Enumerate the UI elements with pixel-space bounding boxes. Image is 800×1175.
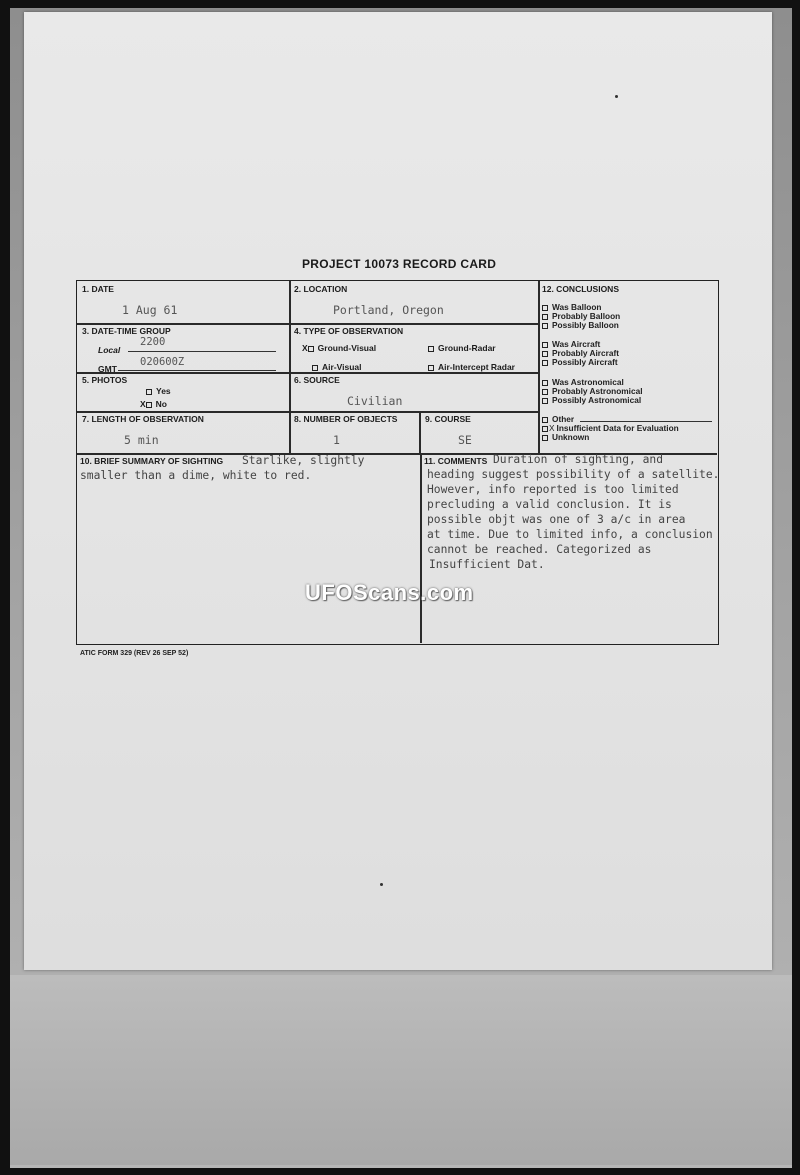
length-value: 5 min: [124, 433, 159, 447]
watermark: UFOScans.com: [305, 580, 474, 605]
checkbox-icon: [146, 389, 152, 395]
location-value: Portland, Oregon: [333, 303, 444, 317]
lower-sheet: [10, 975, 792, 1165]
summary-line: smaller than a dime, white to red.: [80, 469, 312, 482]
source-label: 6. SOURCE: [294, 375, 340, 385]
divider: [77, 372, 539, 374]
checkbox-icon: [428, 346, 434, 352]
checkbox-icon: [542, 426, 548, 432]
comments-line: Duration of sighting, and: [493, 453, 664, 466]
card-title: PROJECT 10073 RECORD CARD: [302, 257, 497, 271]
gmt-value: 020600Z: [140, 356, 185, 368]
checkbox-icon: [428, 365, 434, 371]
checkbox-icon: [542, 380, 548, 386]
course-label: 9. COURSE: [425, 414, 471, 424]
type-label: 4. TYPE OF OBSERVATION: [294, 326, 404, 336]
comments-line: cannot be reached. Categorized as: [427, 543, 652, 556]
comments-line: at time. Due to limited info, a conclusion: [427, 528, 713, 541]
check-mark: X: [140, 399, 146, 409]
date-label: 1. DATE: [82, 284, 114, 294]
location-label: 2. LOCATION: [294, 284, 348, 294]
course-value: SE: [458, 433, 472, 447]
other-underline: [580, 421, 712, 422]
type-air-visual: Air-Visual: [312, 362, 362, 372]
type-air-intercept: Air-Intercept Radar: [428, 362, 515, 372]
check-mark: X: [549, 423, 555, 433]
gmt-label: GMT: [98, 364, 117, 374]
concl-insufficient: X Insufficient Data for Evaluation: [542, 423, 679, 433]
objects-value: 1: [333, 433, 340, 447]
photos-yes: Yes: [146, 386, 171, 396]
concl-was-balloon: Was Balloon: [542, 302, 601, 312]
check-mark: X: [302, 343, 308, 353]
comments-label: 11. COMMENTS: [424, 456, 488, 466]
local-value: 2200: [140, 336, 166, 348]
concl-possibly-astronomical: Possibly Astronomical: [542, 395, 641, 405]
date-value: 1 Aug 61: [122, 303, 178, 317]
summary-label: 10. BRIEF SUMMARY OF SIGHTING: [80, 456, 224, 466]
summary-line: Starlike, slightly: [242, 454, 365, 467]
local-label: Local: [98, 345, 121, 355]
divider: [77, 411, 539, 413]
gmt-underline: [118, 370, 276, 371]
concl-other: Other: [542, 414, 574, 424]
objects-label: 8. NUMBER OF OBJECTS: [294, 414, 398, 424]
checkbox-icon: [308, 346, 314, 352]
length-label: 7. LENGTH OF OBSERVATION: [82, 414, 204, 424]
concl-probably-astronomical: Probably Astronomical: [542, 386, 643, 396]
comments-line: possible objt was one of 3 a/c in area: [427, 513, 686, 526]
comments-line: heading suggest possibility of a satellite.: [427, 468, 720, 481]
comments-line: precluding a valid conclusion. It is: [427, 498, 672, 511]
local-underline: [128, 351, 276, 352]
checkbox-icon: [542, 389, 548, 395]
checkbox-icon: [542, 323, 548, 329]
form-number: ATIC FORM 329 (REV 26 SEP 52): [80, 650, 189, 657]
checkbox-icon: [146, 402, 152, 408]
source-value: Civilian: [347, 394, 403, 408]
checkbox-icon: [542, 398, 548, 404]
checkbox-icon: [542, 314, 548, 320]
divider: [289, 281, 291, 453]
type-ground-visual: X Ground-Visual: [302, 343, 377, 353]
comments-line: However, info reported is too limited: [427, 483, 679, 496]
dust-speck: [615, 95, 618, 98]
comments-line: Insufficient Dat.: [429, 558, 545, 571]
checkbox-icon: [542, 305, 548, 311]
concl-possibly-balloon: Possibly Balloon: [542, 320, 619, 330]
dtg-label: 3. DATE-TIME GROUP: [82, 326, 171, 336]
conclusions-label: 12. CONCLUSIONS: [542, 284, 619, 294]
concl-probably-balloon: Probably Balloon: [542, 311, 620, 321]
concl-probably-aircraft: Probably Aircraft: [542, 348, 619, 358]
checkbox-icon: [542, 417, 548, 423]
checkbox-icon: [542, 360, 548, 366]
checkbox-icon: [312, 365, 318, 371]
checkbox-icon: [542, 351, 548, 357]
divider: [420, 453, 422, 643]
concl-unknown: Unknown: [542, 432, 589, 442]
dust-speck: [380, 883, 383, 886]
type-ground-radar: Ground-Radar: [428, 343, 496, 353]
divider: [538, 281, 540, 453]
photos-label: 5. PHOTOS: [82, 375, 128, 385]
divider: [77, 323, 539, 325]
checkbox-icon: [542, 342, 548, 348]
concl-was-astronomical: Was Astronomical: [542, 377, 624, 387]
checkbox-icon: [542, 435, 548, 441]
concl-was-aircraft: Was Aircraft: [542, 339, 600, 349]
concl-possibly-aircraft: Possibly Aircraft: [542, 357, 618, 367]
divider: [419, 411, 421, 453]
photos-no: X No: [140, 399, 168, 409]
